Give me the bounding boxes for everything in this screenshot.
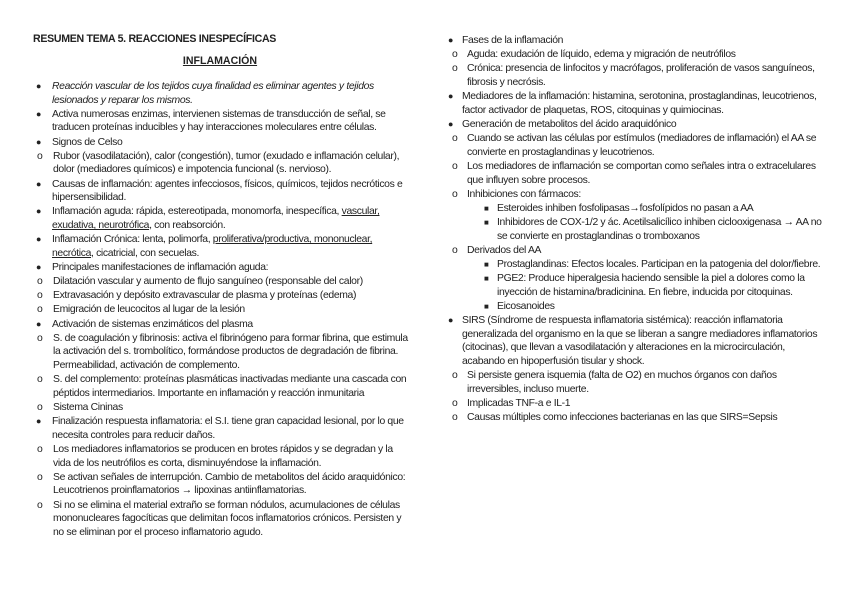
bullet-icon: ● [36, 261, 42, 272]
list-item [448, 216, 828, 243]
list-item [33, 150, 413, 177]
bullet-icon: ● [448, 118, 454, 129]
item-label: SIRS (Síndrome de respuesta inflamatoria sistémica) [462, 315, 690, 327]
item-text: Extravasación y depósito extravascular de plasma y proteínas (edema) [53, 290, 357, 302]
left-bullet-list [33, 80, 413, 540]
item-text: Reacción vascular de los tejidos cuya finalidad es eliminar agentes y tejidos lesionados y reparar los mismos. [52, 81, 374, 106]
item-text: Dilatación vascular y aumento de flujo sanguíneo (responsable del calor) [53, 276, 363, 288]
list-item [448, 397, 828, 411]
list-item [33, 303, 413, 317]
list-item [448, 90, 828, 117]
item-text: Los mediadores inflamatorios se producen en brotes rápidos y se degradan y la vida de los neutrófilos es corta, disminuyéndose la inflamación. [53, 443, 393, 469]
item-label: Inflamación Crónica [52, 234, 138, 246]
item-text: : Produce hiperalgesia haciendo sensible la piel a dolores como la inyección de histamina/bradicinina. En fiebre, inducida por citoquinas. [497, 273, 805, 298]
item-label: Generación de metabolitos del ácido araquidónico [462, 118, 677, 130]
right-column [448, 34, 828, 425]
list-item [448, 369, 828, 396]
bullet-icon: ● [36, 108, 42, 119]
item-label: Eicosanoides [497, 301, 555, 312]
list-item [448, 272, 828, 299]
list-item [448, 244, 828, 258]
item-text: Si persiste genera isquemia (falta de O2) en muchos órganos con daños irreversibles, incluso muerte. [467, 370, 777, 395]
list-item [448, 118, 828, 132]
item-text: : agentes infecciosos, físicos, químicos, tejidos necróticos e hipersensibilidad. [52, 178, 403, 204]
list-item [33, 275, 413, 289]
list-item [448, 62, 828, 89]
item-text: Cuando se activan las células por estímulos (mediadores de inflamación) el AA se convierte en prostaglandinas y leucotrienos. [467, 133, 817, 158]
item-text: : histamina, serotonina, prostaglandinas, leucotrienos, factor activador de plaquetas, ROS, citoquinas y quimiocinas. [462, 91, 817, 116]
bullet-icon: ● [448, 315, 454, 326]
item-text: Causas múltiples como infecciones bacterianas en las que SIRS=Sepsis [467, 412, 778, 424]
item-text: Implicadas TNF-a e IL-1 [467, 397, 571, 409]
list-item [448, 160, 828, 187]
circle-bullet-icon: o [452, 412, 458, 424]
circle-bullet-icon: o [37, 471, 43, 483]
list-item [33, 233, 413, 260]
bullet-icon: ● [36, 234, 42, 245]
list-item [33, 415, 413, 442]
circle-bullet-icon: o [37, 304, 43, 316]
item-text: : presencia de linfocitos y macrófagos, proliferación de vasos sanguíneos, fibrosis y necrósis. [467, 63, 815, 88]
item-text: Se activan señales de interrupción. Cambio de metabolitos del ácido araquidónico: Leucotrienos proinflamatorios → lipoxinas antiinflamatorias. [53, 471, 406, 497]
item-text: : activa el fibrinógeno para formar fibrina, que estimula la activación del s. trombolítico, formándose productos de degradación de fibrina. Permeabilidad, activación de complemento. [53, 332, 408, 371]
item-label: Aguda [467, 49, 496, 61]
item-text: Inhibidores de COX-1/2 y ác. Acetilsalicílico inhiben ciclooxigenasa → AA no se convierte en prostaglandinas o tromboxanos [497, 217, 822, 242]
list-item [33, 373, 413, 400]
circle-bullet-icon: o [37, 290, 43, 302]
item-label: Finalización respuesta inflamatoria [52, 416, 200, 428]
list-item [33, 261, 413, 275]
list-item [33, 205, 413, 232]
circle-bullet-icon: o [37, 443, 43, 455]
circle-bullet-icon: o [452, 244, 458, 256]
circle-bullet-icon: o [37, 499, 43, 511]
bullet-icon: ● [36, 206, 42, 217]
item-label: S. del complemento [53, 374, 139, 386]
bullet-icon: ● [36, 81, 42, 91]
list-item [33, 136, 413, 150]
item-text: Rubor (vasodilatación), calor (congestión), tumor (exudado e inflamación celular), dolor (mediadores químicos) e impotencia funcional (s. nervioso). [53, 150, 400, 176]
bullet-icon: ● [448, 35, 454, 45]
circle-bullet-icon: o [37, 332, 43, 344]
item-label: PGE2 [497, 273, 524, 285]
list-item [448, 34, 828, 48]
item-label: Crónica [467, 63, 501, 75]
circle-bullet-icon: o [452, 63, 458, 75]
list-item [33, 289, 413, 303]
item-text: : rápida, estereotipada, monomorfa, inespecífica, [130, 206, 342, 218]
circle-bullet-icon: o [452, 188, 458, 200]
item-text: : lenta, polimorfa, [137, 234, 213, 246]
item-text: : exudación de líquido, edema y migración de neutrófilos [495, 49, 736, 61]
item-text: , con reabsorción. [149, 219, 226, 231]
item-label: Mediadores de la inflamación [462, 91, 588, 103]
circle-bullet-icon: o [37, 401, 43, 413]
circle-bullet-icon: o [452, 133, 458, 145]
list-item [33, 332, 413, 373]
list-item [33, 178, 413, 205]
bullet-icon: ● [448, 91, 454, 102]
circle-bullet-icon: o [37, 374, 43, 386]
item-label: Principales manifestaciones de inflamación aguda: [52, 261, 269, 273]
bullet-icon: ● [36, 178, 42, 189]
item-label: Signos de Celso [52, 136, 123, 148]
list-item [448, 48, 828, 62]
item-text: : reacción inflamatoria generalizada del organismo en la que se liberan a sangre mediadores inflamatorios (citocinas), que llevan a vasodilatación y alteraciones en la microcirculación, acabando en hipoperfusión tisular y shock. [462, 315, 818, 367]
item-label: Fases de la inflamación [462, 35, 564, 46]
item-label: Activación de sistemas enzimáticos del plasma [52, 318, 253, 330]
item-label: Derivados del AA [467, 244, 542, 256]
circle-bullet-icon: o [452, 160, 458, 172]
list-item [33, 471, 413, 498]
item-text: Si no se elimina el material extraño se forman nódulos, acumulaciones de células mononucleares fagocíticas que delimitan focos inflamatorios crónicos. Persisten y no se eliminan por el proceso inflamatorio agudo. [53, 499, 402, 538]
item-text: , cicatricial, con secuelas. [91, 247, 200, 259]
right-bullet-list [448, 34, 828, 425]
list-item [448, 300, 828, 314]
square-bullet-icon: ■ [484, 218, 489, 228]
item-text: Los mediadores de inflamación se comportan como señales intra o extracelulares que influyen sobre procesos. [467, 160, 816, 186]
list-item [33, 499, 413, 540]
circle-bullet-icon: o [452, 397, 458, 409]
item-label: Sistema Cininas [53, 401, 123, 413]
square-bullet-icon: ■ [484, 302, 489, 311]
list-item [33, 401, 413, 415]
item-text: : el S.I. tiene gran capacidad lesional, por lo que necesita controles para reducir daños. [52, 416, 404, 441]
item-text: : Efectos locales. Participan en la patogenia del dolor/fiebre. [566, 259, 821, 271]
list-item [33, 80, 413, 107]
bullet-icon: ● [36, 136, 42, 147]
section-heading: INFLAMACIÓN [182, 55, 258, 67]
square-bullet-icon: ■ [484, 203, 489, 213]
item-text: vascular, exudativa, neurotrófica [52, 206, 380, 231]
list-item [448, 258, 828, 272]
square-bullet-icon: ■ [484, 260, 489, 270]
list-item [448, 202, 828, 216]
circle-bullet-icon: o [37, 150, 43, 162]
item-text: Emigración de leucocitos al lugar de la lesión [53, 304, 245, 316]
circle-bullet-icon: o [37, 276, 43, 288]
item-label: Inhibiciones con fármacos: [467, 188, 581, 200]
list-item [448, 132, 828, 159]
circle-bullet-icon: o [452, 49, 458, 61]
item-label: Prostaglandinas [497, 259, 567, 271]
bullet-icon: ● [36, 318, 42, 329]
item-text: Esteroides inhiben fosfolipasas→fosfolípidos no pasan a AA [497, 202, 754, 214]
item-label: Inflamación aguda [52, 206, 131, 218]
list-item [33, 443, 413, 470]
bullet-icon: ● [36, 416, 42, 427]
square-bullet-icon: ■ [484, 274, 489, 284]
item-label: S. de coagulación y fibrinosis [53, 332, 178, 344]
document-title: RESUMEN TEMA 5. REACCIONES INESPECÍFICAS [33, 33, 277, 45]
item-text: : proteínas plasmáticas inactivadas mediante una cascada con péptidos intermediarios. Importante en inflamación y reacción inmunitaria [53, 374, 407, 399]
list-item [448, 314, 828, 368]
item-label: Causas de inflamación [52, 178, 150, 190]
circle-bullet-icon: o [452, 370, 458, 382]
list-item [448, 188, 828, 202]
item-text: proliferativa/productiva, mononuclear, necrótica [52, 234, 373, 259]
item-text: Activa numerosas enzimas, intervienen sistemas de transducción de señal, se traducen proteínas inducibles y hay interacciones moleculares entre células. [52, 108, 386, 134]
list-item [448, 411, 828, 425]
list-item [33, 318, 413, 332]
list-item [33, 108, 413, 135]
